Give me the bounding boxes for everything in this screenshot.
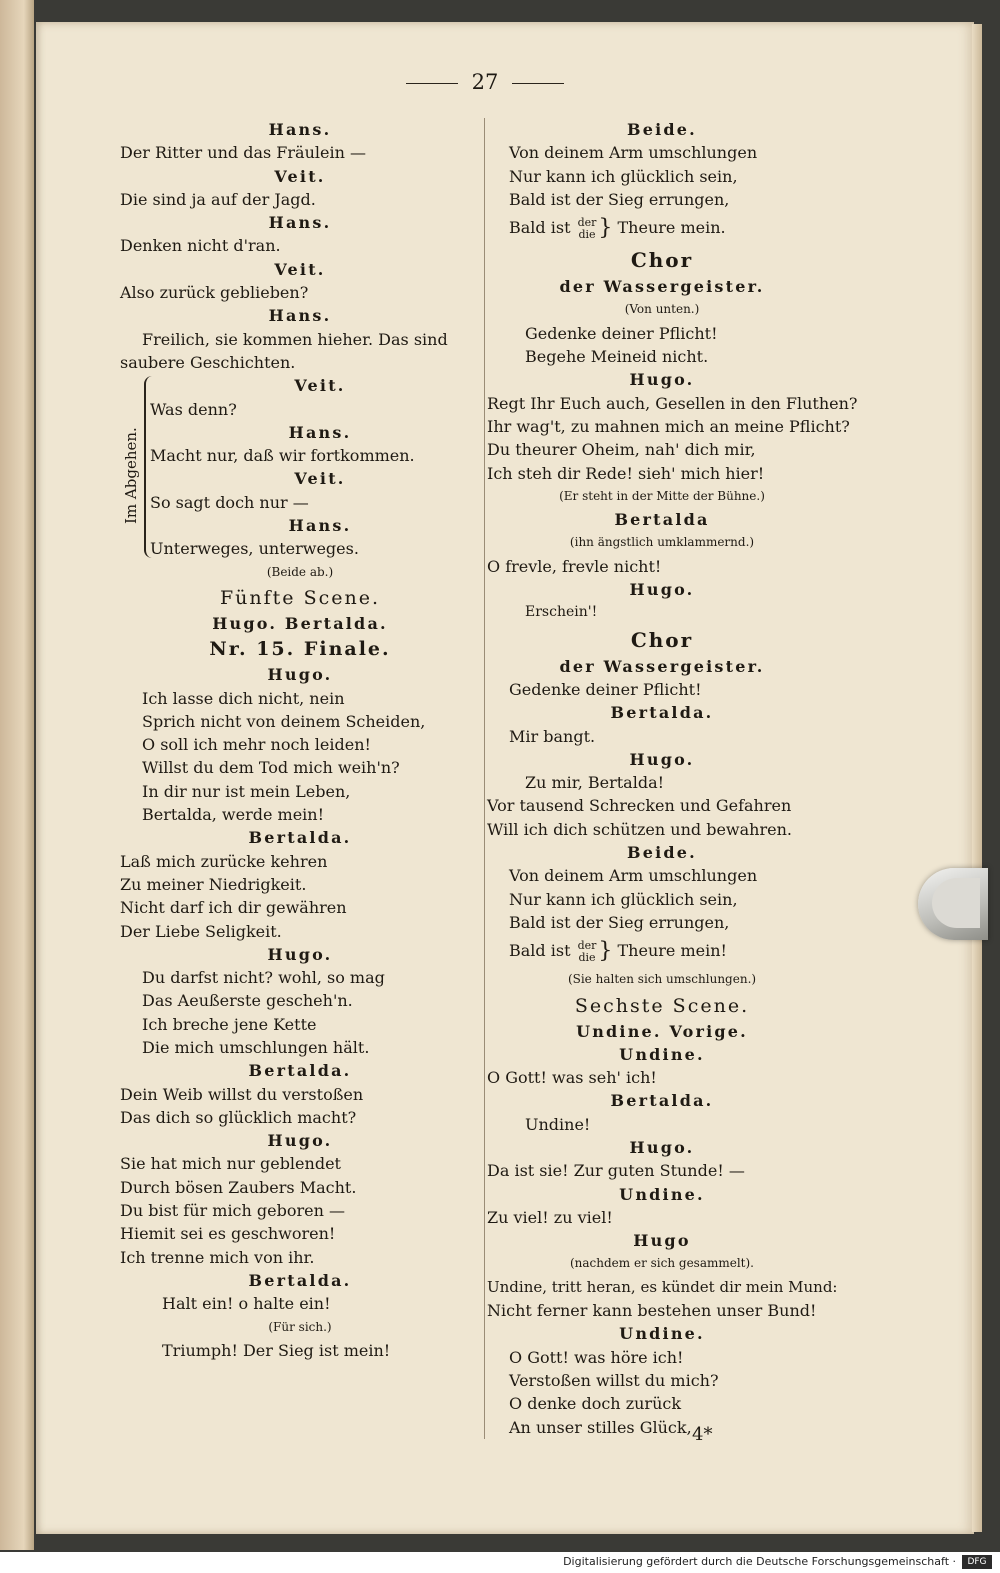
chorus-heading: Chor bbox=[630, 627, 694, 652]
speaker-name: Bertalda bbox=[614, 510, 710, 530]
verse-line: O Gott! was höre ich! bbox=[509, 1347, 684, 1367]
chorus-heading: Chor bbox=[630, 248, 694, 273]
verse-line: Verstoßen willst du mich? bbox=[509, 1370, 719, 1390]
verse-line: Gedenke deiner Pflicht! bbox=[525, 323, 718, 343]
die-word: die bbox=[578, 227, 596, 241]
speaker-name: Bertalda. bbox=[248, 1270, 352, 1290]
verse-line: Ich steh dir Rede! sieh' mich hier! bbox=[487, 463, 765, 483]
verse-line: O soll ich mehr noch leiden! bbox=[142, 735, 371, 755]
verse-line: Ihr wag't, zu mahnen mich an meine Pflicht? bbox=[487, 416, 850, 436]
verse-line: Ich lasse dich nicht, nein bbox=[142, 688, 345, 708]
speaker-name: Bertalda. bbox=[248, 828, 352, 848]
text-line: Also zurück geblieben? bbox=[120, 283, 309, 303]
verse-line: Der Liebe Seligkeit. bbox=[120, 921, 282, 941]
verse-line: O denke doch zurück bbox=[509, 1394, 682, 1414]
verse-line: Laß mich zurücke kehren bbox=[120, 851, 328, 871]
der-die-stack bbox=[578, 217, 597, 241]
verse-line: Gedenke deiner Pflicht! bbox=[509, 679, 702, 699]
speaker-name: Hugo bbox=[633, 1231, 691, 1251]
verse-line: Du bist für mich geboren — bbox=[120, 1201, 345, 1221]
speaker-name: Bertalda. bbox=[610, 703, 714, 723]
speaker-name: Hans. bbox=[268, 213, 332, 233]
page-number bbox=[390, 70, 580, 94]
text-line: Freilich, sie kommen hieher. Das sind bbox=[142, 329, 448, 349]
verse-line: Zu viel! zu viel! bbox=[487, 1207, 613, 1227]
bracket-label: Im Abgehen. bbox=[122, 427, 140, 525]
speaker-name: Hugo. bbox=[267, 944, 333, 964]
brace-icon: } bbox=[598, 938, 613, 964]
speaker-name: Undine. bbox=[619, 1044, 705, 1064]
speaker-name: Hugo. bbox=[629, 370, 695, 390]
page-clip bbox=[918, 868, 988, 940]
verse-line: Bald ist der Sieg errungen, bbox=[509, 912, 730, 932]
verse-line: Nicht ferner kann bestehen unser Bund! bbox=[487, 1301, 817, 1321]
verse-line: Von deinem Arm umschlungen bbox=[509, 143, 758, 163]
verse-line: Die mich umschlungen hält. bbox=[142, 1037, 370, 1057]
chorus-subheading: der Wassergeister. bbox=[559, 277, 765, 297]
speaker-name: Veit. bbox=[294, 376, 346, 396]
verse-text: Theure mein! bbox=[617, 941, 727, 961]
verse-line-choice bbox=[487, 211, 837, 245]
signature-mark: 4* bbox=[692, 1424, 713, 1445]
verse-line: Undine, tritt heran, es kündet dir mein Mund: bbox=[487, 1277, 838, 1296]
stage-direction: (Sie halten sich umschlungen.) bbox=[567, 972, 757, 987]
verse-text: Theure mein. bbox=[617, 218, 726, 238]
page-edge-shadow bbox=[972, 24, 982, 1532]
chorus-subheading: der Wassergeister. bbox=[559, 656, 765, 676]
verse-line: In dir nur ist mein Leben, bbox=[142, 781, 351, 801]
verse-line: Will ich dich schützen und bewahren. bbox=[487, 819, 792, 839]
stage-direction: (Beide ab.) bbox=[266, 564, 334, 579]
verse-line: Da ist sie! Zur guten Stunde! — bbox=[487, 1161, 745, 1181]
scene-heading: Fünfte Scene. bbox=[219, 586, 381, 609]
verse-line: Ich breche jene Kette bbox=[142, 1014, 317, 1034]
stage-direction: (nachdem er sich gesammelt). bbox=[569, 1256, 754, 1271]
verse-line: Sie hat mich nur geblendet bbox=[120, 1154, 341, 1174]
speaker-name: Undine. bbox=[619, 1184, 705, 1204]
stage-direction: (Für sich.) bbox=[268, 1319, 332, 1334]
stage-direction: (ihn ängstlich umklammernd.) bbox=[569, 535, 755, 550]
speaker-name: Hugo. bbox=[629, 580, 695, 600]
verse-line: Nicht darf ich dir gewähren bbox=[120, 898, 347, 918]
verse-line: Das Aeußerste gescheh'n. bbox=[142, 991, 353, 1011]
right-column bbox=[484, 118, 858, 1439]
verse-line: Hiemit sei es geschworen! bbox=[120, 1224, 336, 1244]
speaker-name: Hugo. bbox=[629, 1137, 695, 1157]
scene-characters: Undine. Vorige. bbox=[576, 1021, 748, 1041]
verse-text: Bald ist bbox=[509, 218, 571, 238]
speaker-name: Veit. bbox=[274, 166, 326, 186]
text-line: Der Ritter und das Fräulein — bbox=[120, 143, 366, 163]
speaker-name: Hans. bbox=[288, 516, 352, 536]
verse-line: Willst du dem Tod mich weih'n? bbox=[142, 758, 400, 778]
speaker-name: Veit. bbox=[274, 259, 326, 279]
verse-line: Du theurer Oheim, nah' dich mir, bbox=[487, 440, 756, 460]
speaker-name: Hans. bbox=[268, 306, 332, 326]
verse-line-choice bbox=[487, 934, 837, 968]
verse-line: Ich trenne mich von ihr. bbox=[120, 1247, 315, 1267]
scene-heading: Sechste Scene. bbox=[574, 994, 750, 1017]
speaker-name: Bertalda. bbox=[610, 1091, 714, 1111]
der-word: der bbox=[577, 215, 597, 229]
speaker-name: Bertalda. bbox=[248, 1061, 352, 1081]
previous-page-edge bbox=[0, 0, 34, 1550]
dfg-logo: DFG bbox=[962, 1555, 992, 1569]
curly-bracket bbox=[144, 376, 158, 558]
text-line: So sagt doch nur — bbox=[150, 492, 309, 512]
verse-line: Triumph! Der Sieg ist mein! bbox=[162, 1340, 391, 1360]
verse-line: O frevle, frevle nicht! bbox=[487, 556, 662, 576]
text-line: Denken nicht d'ran. bbox=[120, 236, 281, 256]
text-line: Macht nur, daß wir fortkommen. bbox=[150, 446, 415, 466]
brace-icon: } bbox=[598, 215, 613, 241]
page-number-text: 27 bbox=[471, 70, 499, 94]
verse-line: O Gott! was seh' ich! bbox=[487, 1068, 657, 1088]
verse-line: Vor tausend Schrecken und Gefahren bbox=[487, 796, 792, 816]
verse-line: Du darfst nicht? wohl, so mag bbox=[142, 968, 385, 988]
verse-line: Zu mir, Bertalda! bbox=[525, 773, 665, 793]
speaker-name: Hugo. bbox=[267, 665, 333, 685]
der-word: der bbox=[577, 938, 597, 952]
verse-line: Durch bösen Zaubers Macht. bbox=[120, 1177, 357, 1197]
speaker-name: Veit. bbox=[294, 469, 346, 489]
verse-line: Erschein'! bbox=[525, 604, 598, 621]
verse-line: Von deinem Arm umschlungen bbox=[509, 866, 758, 886]
rule-right bbox=[512, 83, 564, 84]
speaker-name: Beide. bbox=[627, 120, 697, 139]
verse-line: An unser stilles Glück, bbox=[509, 1417, 692, 1437]
verse-line: Nur kann ich glücklich sein, bbox=[509, 166, 738, 186]
verse-line: Sprich nicht von deinem Scheiden, bbox=[142, 711, 426, 731]
number-heading: Nr. 15. Finale. bbox=[209, 638, 391, 661]
text-line: saubere Geschichten. bbox=[120, 352, 296, 372]
die-word: die bbox=[578, 950, 596, 964]
verse-line: Mir bangt. bbox=[509, 726, 596, 746]
digitization-footer bbox=[0, 1552, 1000, 1573]
left-column bbox=[120, 118, 480, 1362]
rule-left bbox=[406, 83, 458, 84]
verse-line: Nur kann ich glücklich sein, bbox=[509, 889, 738, 909]
stage-direction: (Von unten.) bbox=[624, 302, 700, 317]
verse-line: Bertalda, werde mein! bbox=[142, 805, 325, 825]
verse-line: Halt ein! o halte ein! bbox=[162, 1294, 331, 1314]
der-die-stack bbox=[578, 940, 597, 964]
stage-direction: (Er steht in der Mitte der Bühne.) bbox=[559, 488, 765, 503]
footer-text: Digitalisierung gefördert durch die Deutsche Forschungsgemeinschaft · bbox=[563, 1555, 956, 1568]
scene-characters: Hugo. Bertalda. bbox=[212, 613, 388, 633]
text-line: Was denn? bbox=[150, 399, 237, 419]
verse-line: Das dich so glücklich macht? bbox=[120, 1107, 357, 1127]
speaker-name: Beide. bbox=[627, 843, 697, 863]
text-line: Unterweges, unterweges. bbox=[150, 539, 359, 559]
stage-bracket-group bbox=[120, 374, 480, 560]
verse-text: Bald ist bbox=[509, 941, 571, 961]
speaker-name: Hans. bbox=[288, 422, 352, 442]
verse-line: Dein Weib willst du verstoßen bbox=[120, 1084, 364, 1104]
verse-line: Bald ist der Sieg errungen, bbox=[509, 189, 730, 209]
verse-line: Regt Ihr Euch auch, Gesellen in den Fluthen? bbox=[487, 393, 858, 413]
verse-line: Undine! bbox=[525, 1114, 591, 1134]
speaker-name: Undine. bbox=[619, 1324, 705, 1344]
text-line: Die sind ja auf der Jagd. bbox=[120, 189, 316, 209]
speaker-name: Hugo. bbox=[267, 1131, 333, 1151]
verse-line: Begehe Meineid nicht. bbox=[525, 347, 709, 367]
speaker-name: Hugo. bbox=[629, 749, 695, 769]
verse-line: Zu meiner Niedrigkeit. bbox=[120, 874, 307, 894]
speaker-name: Hans. bbox=[268, 120, 332, 139]
